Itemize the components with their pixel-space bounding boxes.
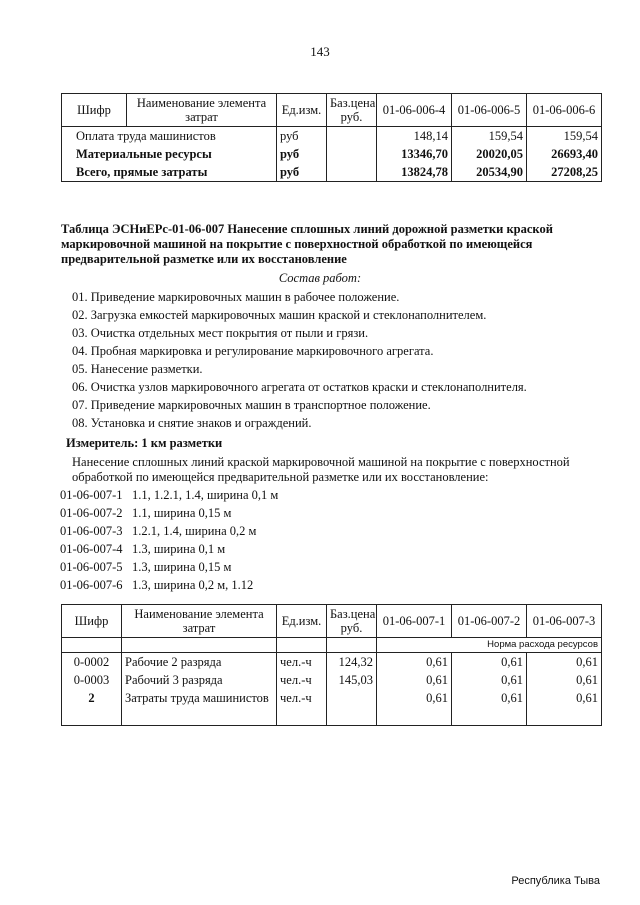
table-row [62, 127, 602, 146]
row-unit: руб [277, 163, 327, 182]
row-value: 148,14 [377, 127, 452, 146]
code-id: 01-06-007-6 [60, 578, 123, 592]
row-unit: руб [277, 145, 327, 163]
work-item: 08. Установка и снятие знаков и ограждений. [72, 416, 312, 430]
code-row [60, 560, 231, 575]
cost-table-006 [61, 93, 602, 182]
code-text: 1.2.1, 1.4, ширина 0,2 м [132, 524, 257, 538]
row-value: 159,54 [452, 127, 527, 146]
measurer: Измеритель: 1 км разметки [66, 436, 223, 450]
table-row [62, 163, 602, 182]
code-id: 01-06-007-2 [60, 506, 123, 520]
header-col-3: 01-06-007-3 [527, 605, 602, 638]
row-price [327, 127, 377, 146]
header-name: Наименование элемента затрат [127, 94, 277, 127]
row-value: 0,61 [377, 671, 452, 689]
work-item: 01. Приведение маркировочных машин в рабочее положение. [72, 290, 400, 304]
code-id: 01-06-007-4 [60, 542, 123, 556]
row-price [327, 689, 377, 726]
header-price: Баз.цена руб. [327, 605, 377, 638]
header-name: Наименование элемента затрат [122, 605, 277, 638]
row-value: 20020,05 [452, 145, 527, 163]
code-row [60, 578, 253, 593]
code-id: 01-06-007-5 [60, 560, 123, 574]
code-row [60, 488, 278, 503]
header-price: Баз.цена руб. [327, 94, 377, 127]
work-item: 03. Очистка отдельных мест покрытия от пыли и грязи. [72, 326, 369, 340]
row-value: 0,61 [452, 689, 527, 726]
code-id: 01-06-007-3 [60, 524, 123, 538]
work-item: 04. Пробная маркировка и регулирование маркировочного агрегата. [72, 344, 434, 358]
row-unit: чел.-ч [277, 671, 327, 689]
code-text: 1.3, ширина 0,15 м [132, 560, 232, 574]
row-code: 0-0002 [62, 653, 122, 672]
row-name: Рабочие 2 разряда [122, 653, 277, 672]
row-value: 159,54 [527, 127, 602, 146]
code-row [60, 542, 225, 557]
header-col-1: 01-06-007-1 [377, 605, 452, 638]
row-value: 20534,90 [452, 163, 527, 182]
row-unit: чел.-ч [277, 653, 327, 672]
header-col-2: 01-06-006-5 [452, 94, 527, 127]
row-value: 0,61 [452, 653, 527, 672]
row-name: Материальные ресурсы [62, 145, 277, 163]
work-item: 06. Очистка узлов маркировочного агрегата от остатков краски и стеклонаполнителя. [72, 380, 527, 394]
work-item: 02. Загрузка емкостей маркировочных машин краской и стеклонаполнителем. [72, 308, 487, 322]
row-name: Рабочий 3 разряда [122, 671, 277, 689]
works-title: Состав работ: [278, 271, 362, 285]
row-value: 0,61 [377, 653, 452, 672]
row-value: 13346,70 [377, 145, 452, 163]
row-value: 0,61 [527, 653, 602, 672]
table-row [62, 671, 602, 689]
row-name: Всего, прямые затраты [62, 163, 277, 182]
header-col-3: 01-06-006-6 [527, 94, 602, 127]
work-item: 05. Нанесение разметки. [72, 362, 203, 376]
page-number: 143 [310, 44, 330, 59]
row-name: Оплата труда машинистов [62, 127, 277, 146]
row-value: 0,61 [452, 671, 527, 689]
header-code: Шифр [62, 605, 122, 638]
section-heading: Таблица ЭСНиЕРс-01-06-007 Нанесение сплошных линий дорожной разметки краской маркировочной машиной на покрытие с поверхностной обработкой по имеющейся предварительной разметке или их восстановление [61, 222, 553, 266]
header-unit: Ед.изм. [277, 94, 327, 127]
table-header-row [62, 94, 602, 127]
header-col-2: 01-06-007-2 [452, 605, 527, 638]
table-row [62, 145, 602, 163]
table-row [62, 689, 602, 726]
code-text: 1.3, ширина 0,1 м [132, 542, 226, 556]
norm-label: Норма расхода ресурсов [377, 638, 602, 653]
code-row [60, 506, 231, 521]
footer-region: Республика Тыва [511, 875, 600, 887]
description: Нанесение сплошных линий краской маркировочной машиной на покрытие с поверхностной обработкой по имеющейся предварительной разметке или их восстановление: [72, 455, 570, 484]
row-value: 0,61 [377, 689, 452, 726]
code-id: 01-06-007-1 [60, 488, 123, 502]
row-value: 26693,40 [527, 145, 602, 163]
row-unit: руб [277, 127, 327, 146]
row-value: 0,61 [527, 689, 602, 726]
header-unit: Ед.изм. [277, 605, 327, 638]
row-value: 27208,25 [527, 163, 602, 182]
row-value: 0,61 [527, 671, 602, 689]
row-price: 145,03 [327, 671, 377, 689]
header-code: Шифр [62, 94, 127, 127]
row-price [327, 145, 377, 163]
row-price [327, 163, 377, 182]
code-row [60, 524, 256, 539]
row-code: 0-0003 [62, 671, 122, 689]
row-price: 124,32 [327, 653, 377, 672]
code-text: 1.3, ширина 0,2 м, 1.12 [132, 578, 254, 592]
table-row [62, 653, 602, 672]
code-text: 1.1, ширина 0,15 м [132, 506, 232, 520]
row-value: 13824,78 [377, 163, 452, 182]
code-text: 1.1, 1.2.1, 1.4, ширина 0,1 м [132, 488, 279, 502]
table-header-row [62, 605, 602, 638]
work-item: 07. Приведение маркировочных машин в транспортное положение. [72, 398, 431, 412]
row-unit: чел.-ч [277, 689, 327, 726]
row-name: Затраты труда машинистов [122, 689, 277, 726]
row-code: 2 [62, 689, 122, 726]
header-col-1: 01-06-006-4 [377, 94, 452, 127]
resource-table-007 [61, 604, 602, 726]
norm-row [62, 638, 602, 653]
